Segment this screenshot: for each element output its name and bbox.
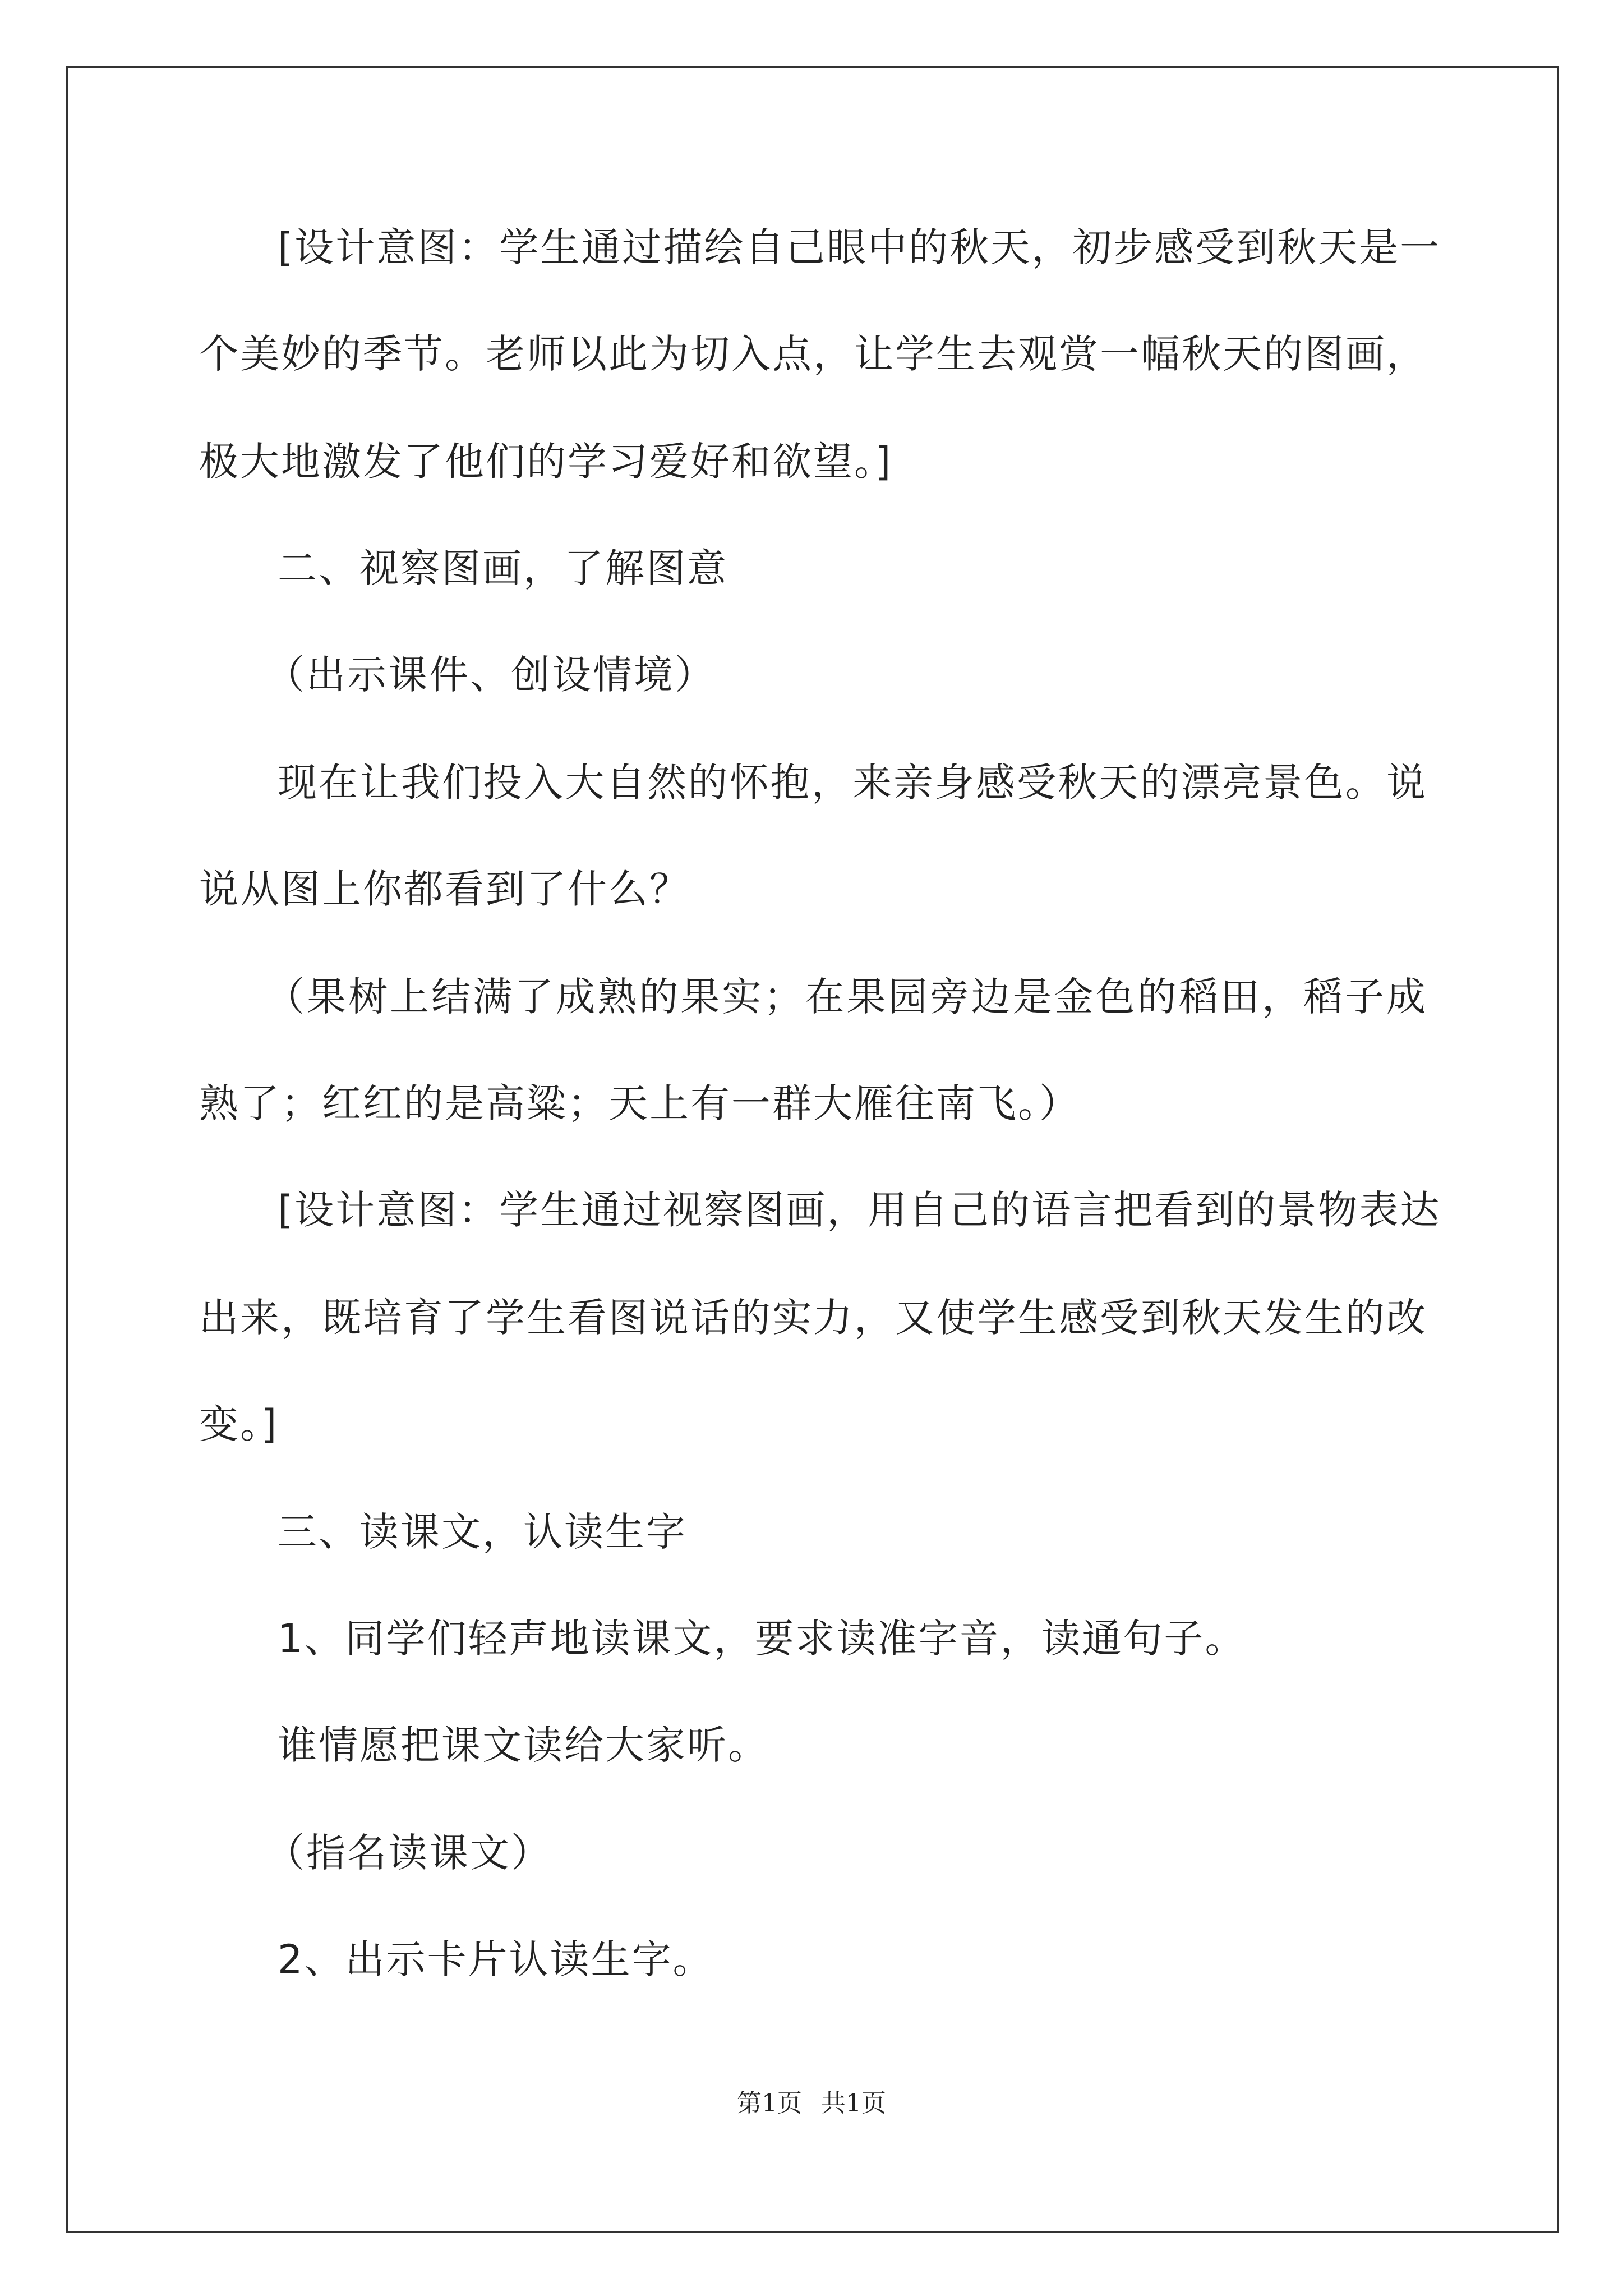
step-2: 2、出示卡片认读生字。 — [278, 1936, 714, 1982]
paragraph-answer-line-1: （果树上结满了成熟的果实；在果园旁边是金色的稻田，稻子成 — [265, 974, 1427, 1020]
paragraph-design-intent-1-line-2: 个美妙的季节。老师以此为切入点，让学生去观赏一幅秋天的图画， — [199, 331, 1427, 377]
page-border — [66, 66, 1559, 2233]
section-heading-3: 三、读课文，认读生字 — [278, 1509, 687, 1555]
section-heading-2: 二、视察图画，了解图意 — [278, 545, 728, 591]
page-footer — [0, 2087, 1623, 2120]
paragraph-design-intent-2-line-2: 出来，既培育了学生看图说话的实力，又使学生感受到秋天发生的改 — [199, 1295, 1427, 1341]
page-total: 共1页 — [821, 2089, 886, 2118]
name-reading-note: （指名读课文） — [265, 1830, 552, 1876]
paragraph-design-intent-1-line-1: [设计意图：学生通过描绘自己眼中的秋天，初步感受到秋天是一 — [278, 224, 1441, 270]
page-number: 第1页 — [737, 2089, 802, 2118]
volunteer-question: 谁情愿把课文读给大家听。 — [278, 1722, 769, 1768]
courseware-note: （出示课件、创设情境） — [265, 652, 716, 698]
paragraph-design-intent-2-line-3: 变。] — [199, 1401, 279, 1447]
paragraph-answer-line-2: 熟了；红红的是高粱；天上有一群大雁往南飞。） — [199, 1080, 1080, 1126]
step-1: 1、同学们轻声地读课文，要求读准字音，读通句子。 — [278, 1616, 1246, 1662]
paragraph-observe-line-2: 说从图上你都看到了什么？ — [199, 866, 690, 912]
paragraph-design-intent-1-line-3: 极大地激发了他们的学习爱好和欲望。] — [199, 439, 893, 485]
paragraph-observe-line-1: 现在让我们投入大自然的怀抱，来亲身感受秋天的漂亮景色。说 — [278, 760, 1427, 806]
paragraph-design-intent-2-line-1: [设计意图：学生通过视察图画，用自己的语言把看到的景物表达 — [278, 1187, 1441, 1233]
